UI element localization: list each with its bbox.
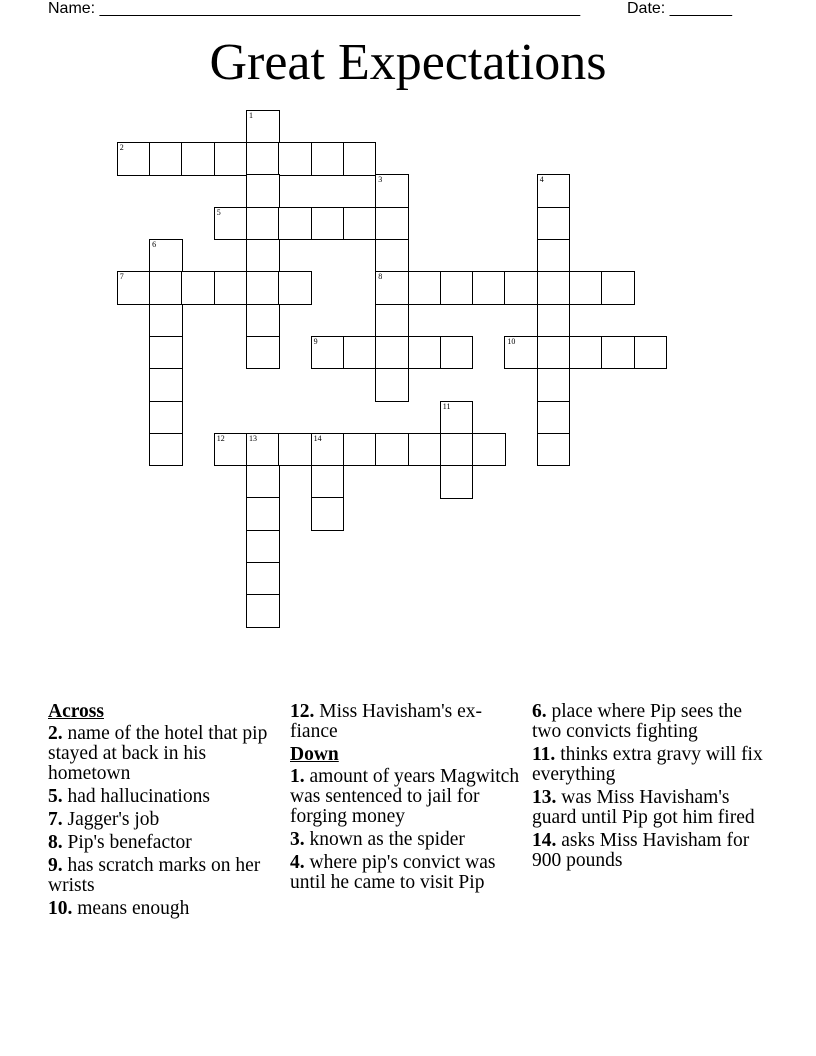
grid-cell[interactable] [343, 207, 377, 241]
grid-cell[interactable] [117, 142, 151, 176]
down-heading: Down [290, 744, 339, 765]
grid-cell[interactable] [181, 271, 215, 305]
grid-cell[interactable] [440, 336, 474, 370]
clue-number: 5. [48, 786, 63, 807]
grid-cell[interactable] [537, 368, 571, 402]
grid-cell[interactable] [375, 239, 409, 273]
date-field[interactable]: Date: _______ [627, 0, 732, 17]
grid-cell[interactable] [246, 594, 280, 628]
grid-cell[interactable] [408, 433, 442, 467]
grid-cell[interactable] [311, 433, 345, 467]
clue-across-9 [48, 856, 286, 896]
clue-number: 9. [48, 855, 63, 876]
clue-text: thinks extra gravy will fix everything [532, 744, 763, 785]
grid-cell[interactable] [149, 433, 183, 467]
grid-cell[interactable] [537, 433, 571, 467]
name-field[interactable]: Name: ______________________________________________________ [48, 0, 581, 17]
clue-number: 8. [48, 832, 63, 853]
grid-cell[interactable] [246, 465, 280, 499]
clue-number: 11. [532, 744, 556, 765]
grid-cell[interactable] [537, 304, 571, 338]
grid-cell[interactable] [246, 110, 280, 144]
clue-down-13 [532, 788, 770, 828]
grid-cell[interactable] [375, 433, 409, 467]
clue-across-8 [48, 833, 286, 853]
clue-number-label: 10 [507, 336, 516, 346]
clue-number: 13. [532, 787, 557, 808]
grid-cell[interactable] [214, 142, 248, 176]
grid-cell[interactable] [246, 497, 280, 531]
grid-cell[interactable] [601, 336, 635, 370]
grid-cell[interactable] [311, 336, 345, 370]
grid-cell[interactable] [537, 239, 571, 273]
grid-cell[interactable] [440, 465, 474, 499]
grid-cell[interactable] [375, 271, 409, 305]
grid-cell[interactable] [343, 142, 377, 176]
grid-cell[interactable] [149, 271, 183, 305]
grid-cell[interactable] [214, 433, 248, 467]
clue-across-2 [48, 724, 286, 784]
grid-cell[interactable] [375, 207, 409, 241]
grid-cell[interactable] [537, 271, 571, 305]
clue-number-label: 1 [249, 110, 253, 120]
grid-cell[interactable] [504, 336, 538, 370]
clue-number: 1. [290, 766, 305, 787]
clue-number: 14. [532, 830, 557, 851]
grid-cell[interactable] [246, 562, 280, 596]
grid-cell[interactable] [343, 336, 377, 370]
clue-across-12 [290, 702, 528, 742]
grid-cell[interactable] [537, 401, 571, 435]
grid-cell[interactable] [214, 271, 248, 305]
clue-text: means enough [77, 898, 190, 919]
grid-cell[interactable] [440, 433, 474, 467]
grid-cell[interactable] [440, 401, 474, 435]
grid-cell[interactable] [149, 142, 183, 176]
grid-cell[interactable] [181, 142, 215, 176]
grid-cell[interactable] [537, 174, 571, 208]
clue-number-label: 14 [313, 433, 322, 443]
grid-cell[interactable] [246, 336, 280, 370]
clue-text: Miss Havisham's ex-fiance [290, 701, 483, 742]
grid-cell[interactable] [246, 530, 280, 564]
grid-cell[interactable] [246, 174, 280, 208]
clue-across-7 [48, 810, 286, 830]
grid-cell[interactable] [117, 271, 151, 305]
grid-cell[interactable] [408, 336, 442, 370]
grid-cell[interactable] [149, 368, 183, 402]
grid-cell[interactable] [246, 239, 280, 273]
clue-number-label: 13 [249, 433, 257, 443]
grid-cell[interactable] [149, 304, 183, 338]
grid-cell[interactable] [375, 174, 409, 208]
grid-cell[interactable] [149, 401, 183, 435]
grid-cell[interactable] [149, 336, 183, 370]
clue-number-label: 11 [442, 401, 451, 411]
clue-number-label: 7 [119, 272, 124, 282]
clue-down-3 [290, 830, 528, 850]
grid-cell[interactable] [375, 304, 409, 338]
clue-text: amount of years Magwitch was sentenced to jail for forging money [290, 766, 520, 827]
clue-down-4 [290, 853, 528, 893]
grid-cell[interactable] [246, 142, 280, 176]
clue-down-1 [290, 767, 528, 827]
clue-text: was Miss Havisham's guard until Pip got him fired [532, 787, 755, 828]
grid-cell[interactable] [472, 271, 506, 305]
grid-cell[interactable] [278, 207, 312, 241]
grid-cell[interactable] [311, 465, 345, 499]
clue-text: place where Pip sees the two convicts fighting [532, 701, 743, 742]
grid-cell[interactable] [634, 336, 668, 370]
grid-cell[interactable] [408, 271, 442, 305]
clue-number: 10. [48, 898, 73, 919]
grid-cell[interactable] [278, 271, 312, 305]
clue-column-2 [290, 702, 528, 896]
grid-cell[interactable] [149, 239, 183, 273]
grid-cell[interactable] [375, 336, 409, 370]
clue-column-1 [48, 702, 286, 922]
clue-number: 7. [48, 809, 63, 830]
grid-cell[interactable] [343, 433, 377, 467]
clue-number-label: 8 [378, 272, 383, 282]
grid-cell[interactable] [472, 433, 506, 467]
clue-number-label: 12 [216, 433, 225, 443]
clue-text: Jagger's job [67, 809, 160, 830]
clue-number-label: 4 [539, 175, 544, 185]
grid-cell[interactable] [246, 304, 280, 338]
grid-cell[interactable] [246, 207, 280, 241]
clue-across-10 [48, 899, 286, 919]
clue-text: name of the hotel that pip stayed at back in his hometown [48, 723, 268, 784]
grid-cell[interactable] [246, 433, 280, 467]
clue-number: 2. [48, 723, 63, 744]
clue-text: has scratch marks on her wrists [48, 855, 261, 896]
clue-text: where pip's convict was until he came to visit Pip [290, 852, 496, 893]
grid-cell[interactable] [246, 271, 280, 305]
grid-cell[interactable] [569, 271, 603, 305]
clue-text: Pip's benefactor [67, 832, 192, 853]
grid-cell[interactable] [278, 142, 312, 176]
clue-number-label: 5 [216, 207, 221, 217]
grid-cell[interactable] [440, 271, 474, 305]
clue-text: asks Miss Havisham for 900 pounds [532, 830, 750, 871]
clue-across-5 [48, 787, 286, 807]
clue-number-label: 2 [119, 143, 124, 153]
clue-number-label: 9 [313, 336, 318, 346]
clue-text: had hallucinations [67, 786, 210, 807]
clue-number: 3. [290, 829, 305, 850]
grid-cell[interactable] [278, 433, 312, 467]
clue-down-11 [532, 745, 770, 785]
clue-number: 6. [532, 701, 547, 722]
grid-cell[interactable] [504, 271, 538, 305]
clue-text: known as the spider [309, 829, 465, 850]
grid-cell[interactable] [537, 207, 571, 241]
grid-cell[interactable] [311, 142, 345, 176]
grid-cell[interactable] [601, 271, 635, 305]
clue-number: 12. [290, 701, 315, 722]
clue-number-label: 3 [378, 175, 383, 185]
grid-cell[interactable] [375, 368, 409, 402]
grid-cell[interactable] [311, 207, 345, 241]
grid-cell[interactable] [214, 207, 248, 241]
clue-down-6 [532, 702, 770, 742]
grid-cell[interactable] [537, 336, 571, 370]
grid-cell[interactable] [569, 336, 603, 370]
clue-number: 4. [290, 852, 305, 873]
page-title: Great Expectations [209, 34, 607, 91]
across-heading: Across [48, 701, 104, 722]
clue-number-label: 6 [152, 240, 157, 249]
grid-cell[interactable] [311, 497, 345, 531]
clue-down-14 [532, 831, 770, 871]
clue-column-3 [532, 702, 770, 874]
